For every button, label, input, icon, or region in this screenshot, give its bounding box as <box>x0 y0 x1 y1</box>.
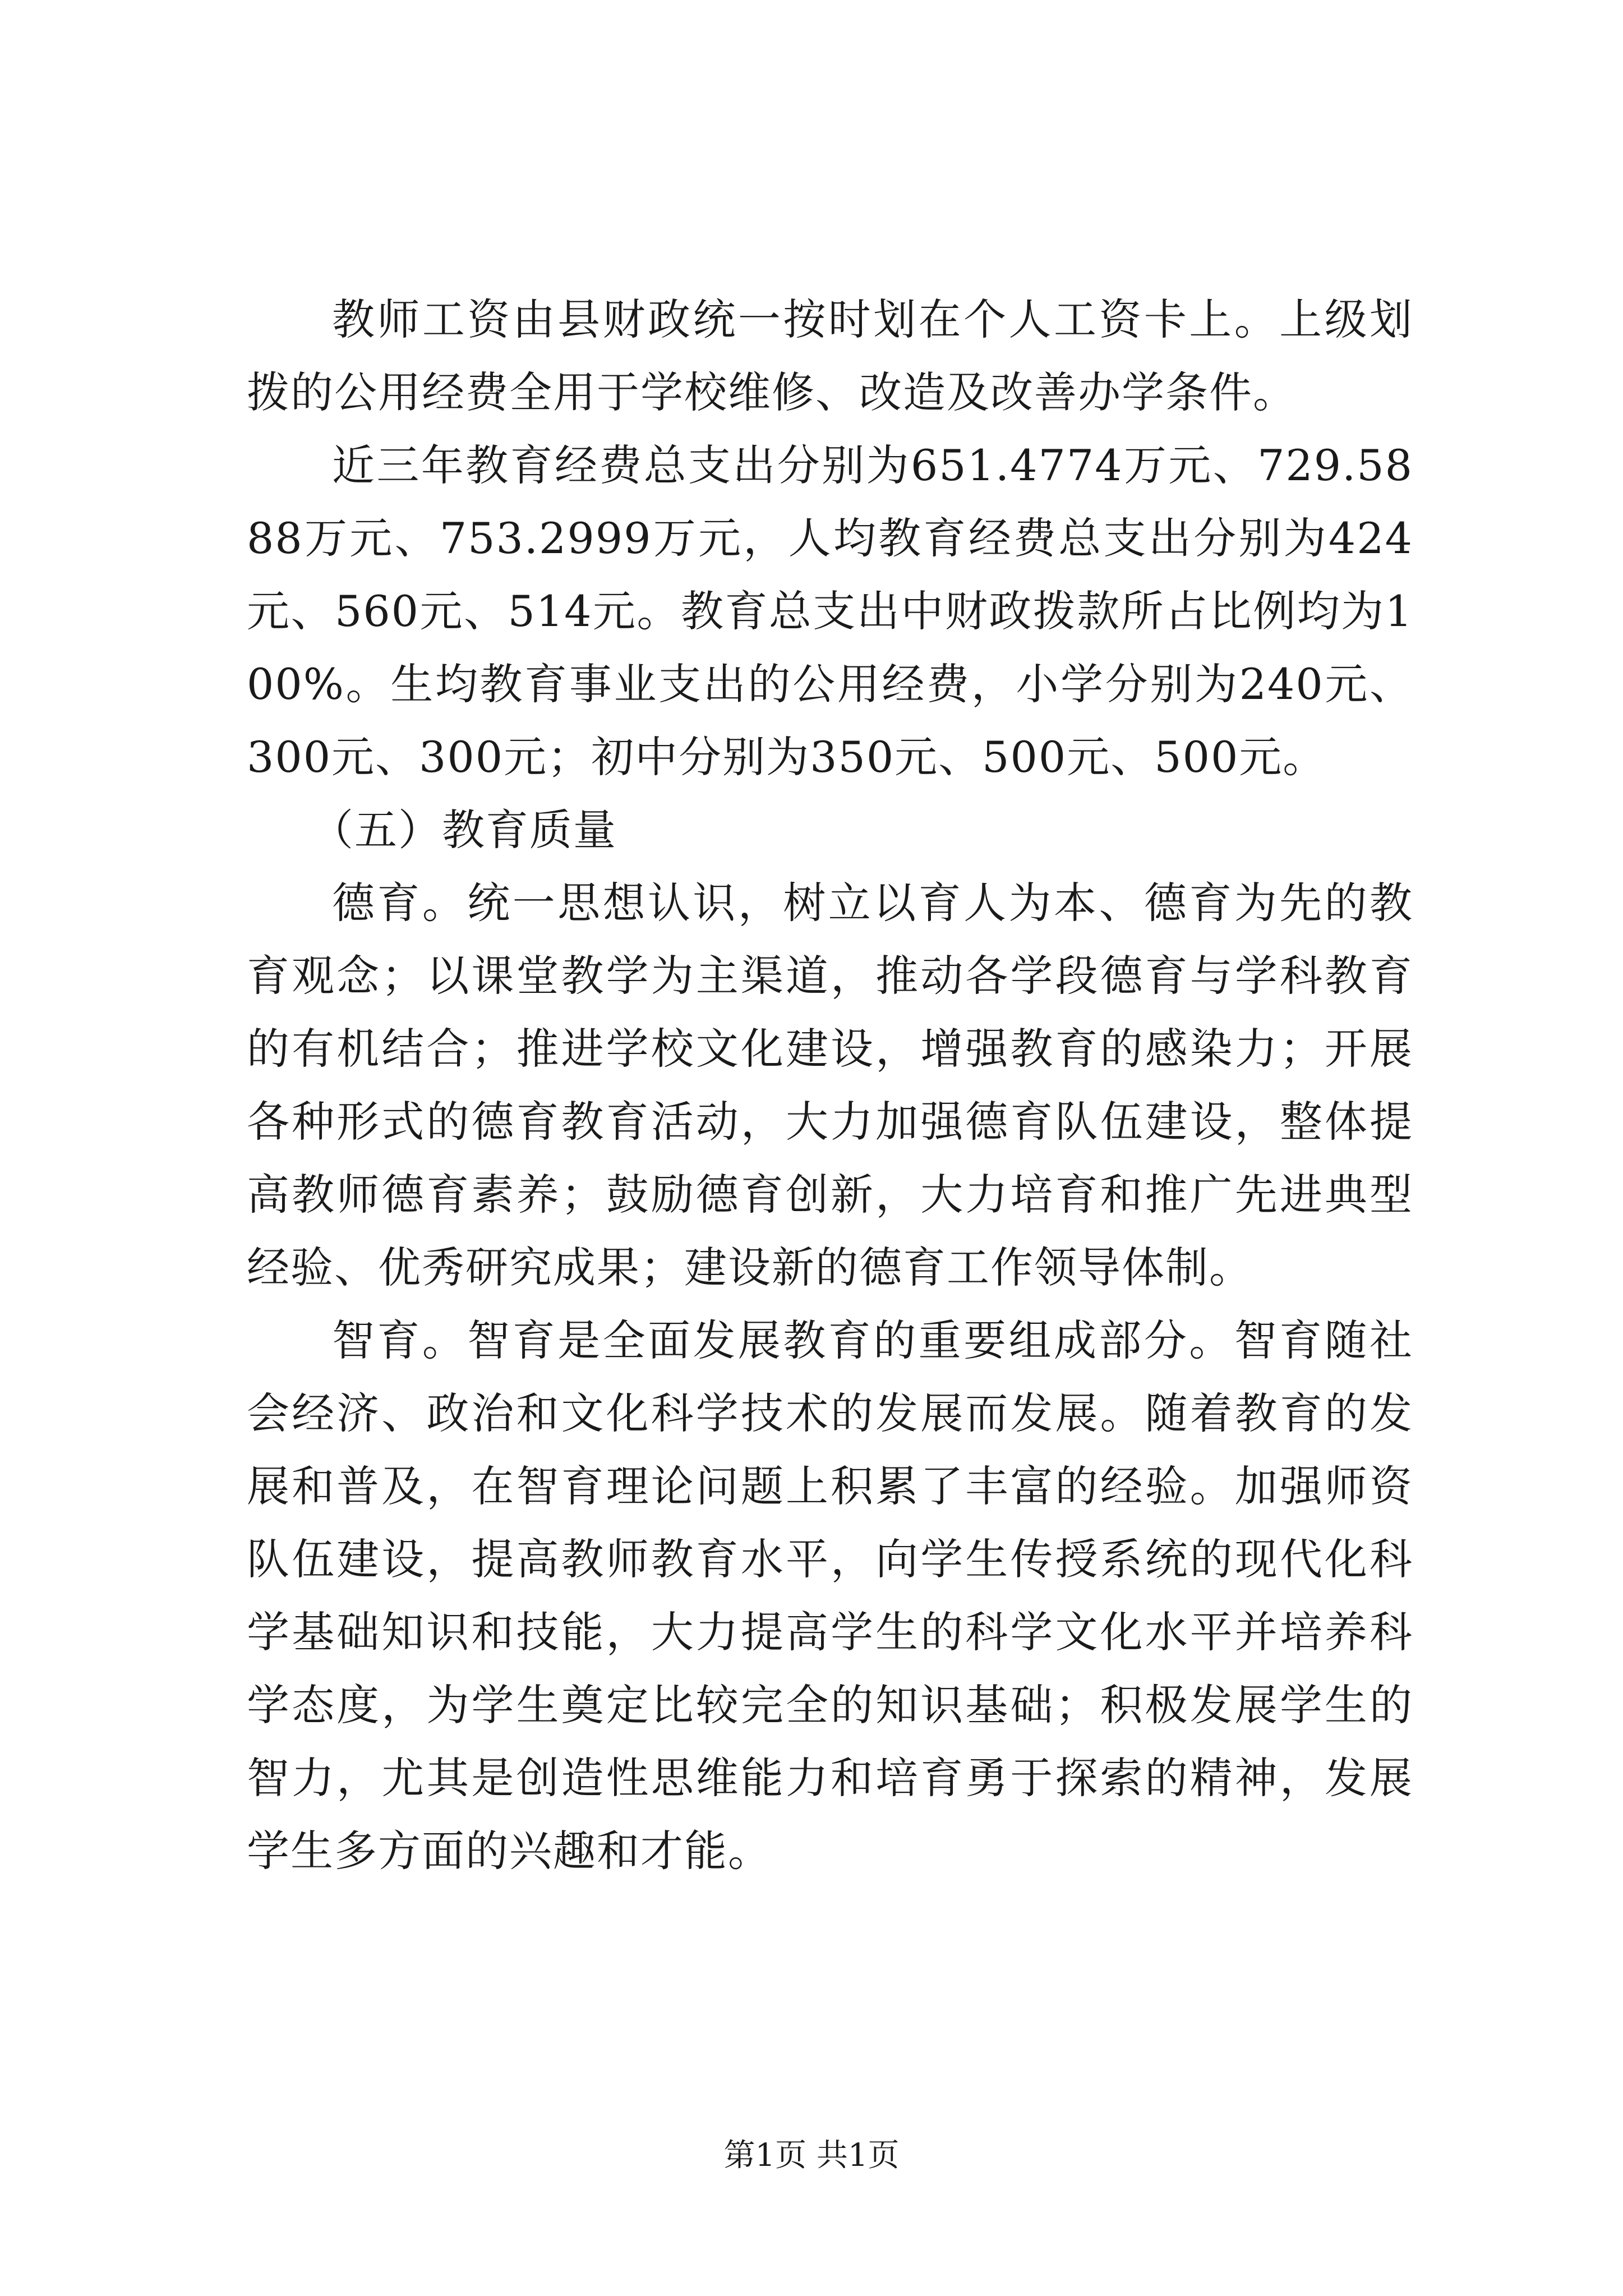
paragraph-moral-education: 德育。统一思想认识，树立以育人为本、德育为先的教育观念；以课堂教学为主渠道，推动各学段德育与学科教育的有机结合；推进学校文化建设，增强教育的感染力；开展各种形式的德育教育活动，大力加强德育队伍建设，整体提高教师德育素养；鼓励德育创新，大力培育和推广先进典型经验、优秀研究成果；建设新的德育工作领导体制。 <box>247 878 1413 1292</box>
section-heading-education-quality: （五）教育质量 <box>311 805 617 855</box>
document-body <box>247 283 1413 1888</box>
paragraph-teacher-salary: 教师工资由县财政统一按时划在个人工资卡上。上级划拨的公用经费全用于学校维修、改造及改善办学条件。 <box>247 295 1413 417</box>
page-number-footer: 第1页 共1页 <box>723 2137 900 2174</box>
paragraph-education-funding: 近三年教育经费总支出分别为651.4774万元、729.5888万元、753.2999万元，人均教育经费总支出分别为424元、560元、514元。教育总支出中财政拨款所占比例均为100%。生均教育事业支出的公用经费，小学分别为240元、300元、300元；初中分别为350元、500元、500元。 <box>247 440 1413 782</box>
paragraph-intellectual-education: 智育。智育是全面发展教育的重要组成部分。智育随社会经济、政治和文化科学技术的发展而发展。随着教育的发展和普及，在智育理论问题上积累了丰富的经验。加强师资队伍建设，提高教师教育水平，向学生传授系统的现代化科学基础知识和技能，大力提高学生的科学文化水平并培养科学态度，为学生奠定比较完全的知识基础；积极发展学生的智力，尤其是创造性思维能力和培育勇于探索的精神，发展学生多方面的兴趣和才能。 <box>247 1315 1413 1876</box>
